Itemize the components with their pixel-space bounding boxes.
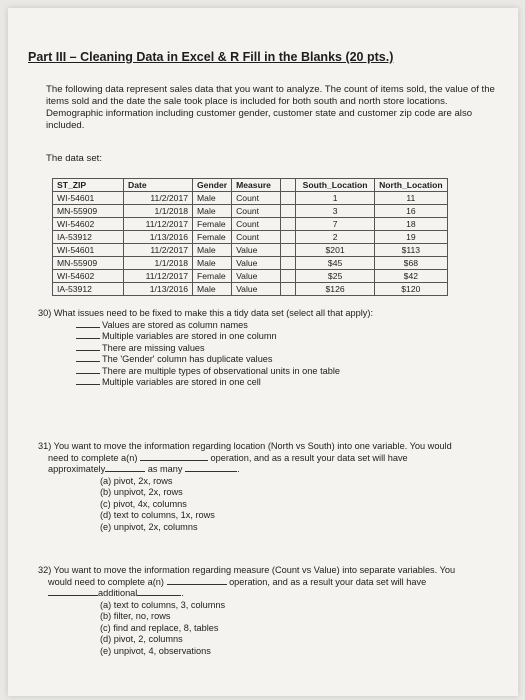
cell-st-zip: WI-54601	[53, 244, 124, 257]
document-page	[8, 8, 518, 696]
table-row	[53, 231, 448, 244]
column-gap	[281, 270, 296, 283]
cell-gender: Male	[193, 192, 232, 205]
column-gap	[281, 257, 296, 270]
col-header-st-zip: ST_ZIP	[53, 179, 124, 192]
question-31-text: operation, and as a result your data set will have	[210, 452, 408, 463]
question-30	[38, 308, 373, 389]
cell-south-location: 2	[296, 231, 375, 244]
section-title: Part III – Cleaning Data in Excel & R Fill in the Blanks (20 pts.)	[28, 50, 394, 64]
table-row	[53, 270, 448, 283]
cell-south-location: $201	[296, 244, 375, 257]
cell-south-location: $45	[296, 257, 375, 270]
cell-st-zip: MN-55909	[53, 205, 124, 218]
cell-measure: Count	[232, 192, 281, 205]
cell-north-location: $120	[375, 283, 448, 296]
answer-blank[interactable]	[137, 595, 181, 596]
column-gap	[281, 205, 296, 218]
answer-blank[interactable]	[185, 471, 237, 472]
question-30-stem: 30) What issues need to be fixed to make this a tidy data set (select all that apply):	[38, 308, 374, 318]
answer-blank[interactable]	[76, 338, 100, 339]
cell-st-zip: WI-54602	[53, 270, 124, 283]
answer-blank[interactable]	[140, 460, 208, 461]
table-row	[53, 244, 448, 257]
question-32-text: operation, and as a result your data set will have	[229, 576, 427, 587]
q30-option: There are missing values	[102, 342, 205, 353]
cell-south-location: 1	[296, 192, 375, 205]
table-header-row	[53, 179, 448, 192]
cell-measure: Count	[232, 231, 281, 244]
cell-gender: Male	[193, 244, 232, 257]
question-32-line-1: 32) You want to move the information regarding measure (Count vs Value) into separate variables. You	[38, 565, 456, 575]
cell-gender: Female	[193, 231, 232, 244]
q31-option: (a) pivot, 2x, rows	[100, 475, 173, 486]
cell-north-location: $113	[375, 244, 448, 257]
question-31-line-1: 31) You want to move the information regarding location (North vs South) into one variable. You would	[38, 441, 452, 451]
q30-option: Values are stored as column names	[102, 319, 248, 330]
question-31-text: as many	[147, 464, 183, 474]
cell-measure: Value	[232, 244, 281, 257]
cell-date: 11/2/2017	[124, 192, 193, 205]
cell-st-zip: MN-55909	[53, 257, 124, 270]
answer-blank[interactable]	[48, 595, 98, 596]
cell-gender: Male	[193, 205, 232, 218]
cell-north-location: 18	[375, 218, 448, 231]
cell-measure: Value	[232, 283, 281, 296]
question-32	[38, 565, 455, 657]
cell-north-location: 11	[375, 192, 448, 205]
cell-st-zip: WI-54601	[53, 192, 124, 205]
column-gap	[281, 283, 296, 296]
question-31	[38, 441, 452, 533]
answer-blank[interactable]	[76, 327, 100, 328]
q32-option: (c) find and replace, 8, tables	[100, 622, 219, 633]
cell-north-location: 16	[375, 205, 448, 218]
cell-gender: Female	[193, 270, 232, 283]
table-row	[53, 218, 448, 231]
cell-date: 11/12/2017	[124, 218, 193, 231]
table-row	[53, 257, 448, 270]
q31-option: (b) unpivot, 2x, rows	[100, 487, 183, 497]
cell-gender: Male	[193, 283, 232, 296]
cell-st-zip: IA-53912	[53, 231, 124, 244]
cell-gender: Male	[193, 257, 232, 270]
q32-option: (e) unpivot, 4, observations	[100, 645, 211, 656]
q30-option: The 'Gender' column has duplicate values	[102, 354, 273, 364]
table-row	[53, 283, 448, 296]
cell-st-zip: IA-53912	[53, 283, 124, 296]
col-header-north-location: North_Location	[375, 179, 448, 192]
column-gap	[281, 218, 296, 231]
question-32-text: .	[181, 588, 184, 598]
question-32-text: would need to complete a(n)	[48, 576, 164, 587]
cell-date: 11/2/2017	[124, 244, 193, 257]
column-gap	[281, 231, 296, 244]
cell-south-location: $126	[296, 283, 375, 296]
q30-option: Multiple variables are stored in one column	[102, 331, 277, 341]
q32-option: (a) text to columns, 3, columns	[100, 599, 226, 610]
q31-option: (e) unpivot, 2x, columns	[100, 521, 198, 532]
column-gap	[281, 179, 296, 192]
cell-south-location: 7	[296, 218, 375, 231]
column-gap	[281, 244, 296, 257]
question-31-text: .	[237, 464, 240, 474]
cell-measure: Value	[232, 270, 281, 283]
question-32-text: additional	[98, 588, 138, 598]
q31-option: (c) pivot, 4x, columns	[100, 498, 187, 509]
answer-blank[interactable]	[76, 373, 100, 374]
cell-south-location: $25	[296, 270, 375, 283]
q32-option: (b) filter, no, rows	[100, 611, 171, 621]
cell-measure: Count	[232, 218, 281, 231]
cell-measure: Value	[232, 257, 281, 270]
cell-date: 1/13/2016	[124, 283, 193, 296]
cell-north-location: 19	[375, 231, 448, 244]
dataset-label: The data set:	[46, 153, 102, 164]
answer-blank[interactable]	[76, 350, 100, 351]
col-header-south-location: South_Location	[296, 179, 375, 192]
cell-south-location: 3	[296, 205, 375, 218]
cell-date: 1/1/2018	[124, 205, 193, 218]
cell-north-location: $68	[375, 257, 448, 270]
cell-st-zip: WI-54602	[53, 218, 124, 231]
question-31-text: approximately	[48, 464, 106, 474]
question-31-text: need to complete a(n)	[48, 452, 138, 463]
cell-north-location: $42	[375, 270, 448, 283]
q32-option: (d) pivot, 2, columns	[100, 634, 183, 644]
cell-date: 1/1/2018	[124, 257, 193, 270]
column-gap	[281, 192, 296, 205]
col-header-date: Date	[124, 179, 193, 192]
table-row	[53, 205, 448, 218]
answer-blank[interactable]	[76, 361, 100, 362]
sales-data-table	[52, 178, 448, 296]
table-row	[53, 192, 448, 205]
col-header-gender: Gender	[193, 179, 232, 192]
col-header-measure: Measure	[232, 179, 281, 192]
cell-date: 11/12/2017	[124, 270, 193, 283]
answer-blank[interactable]	[76, 384, 100, 385]
q30-option: There are multiple types of observational units in one table	[102, 365, 340, 376]
intro-paragraph: The following data represent sales data that you want to analyze. The count of items sold, the value of the items sold and the date the sale took place is included for both south and north store locations. Demographic information including customer gender, customer state and customer zip code are also included.	[46, 84, 495, 131]
cell-gender: Female	[193, 218, 232, 231]
q30-option: Multiple variables are stored in one cell	[102, 377, 261, 387]
answer-blank[interactable]	[105, 471, 145, 472]
q31-option: (d) text to columns, 1x, rows	[100, 510, 215, 520]
cell-measure: Count	[232, 205, 281, 218]
answer-blank[interactable]	[167, 584, 227, 585]
cell-date: 1/13/2016	[124, 231, 193, 244]
